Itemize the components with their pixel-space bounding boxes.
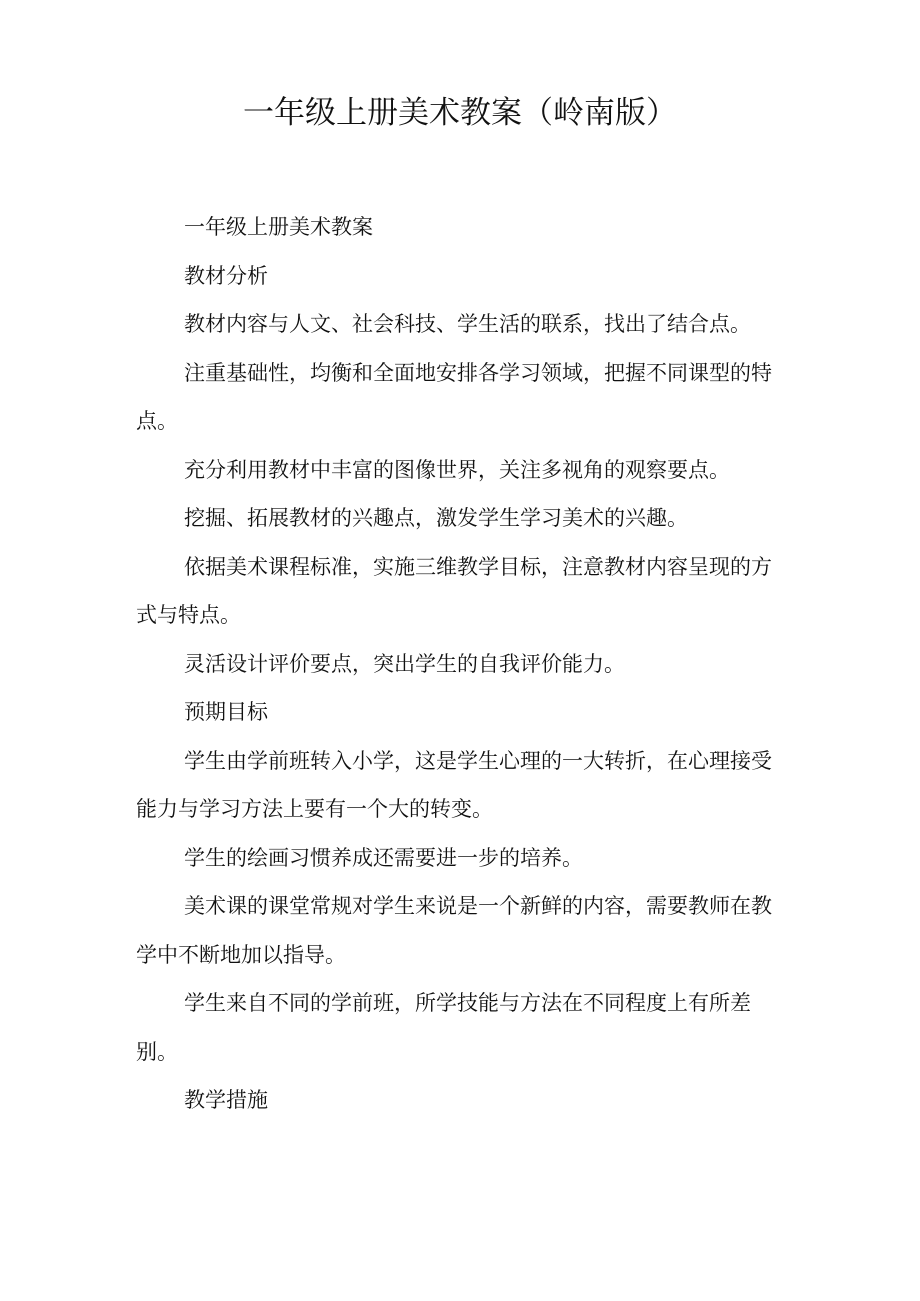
paragraph: 挖掘、拓展教材的兴趣点，激发学生学习美术的兴趣。 bbox=[184, 506, 688, 530]
paragraph: 依据美术课程标准，实施三维教学目标，注意教材内容呈现的方式与特点。 bbox=[136, 554, 772, 627]
paragraph: 灵活设计评价要点，突出学生的自我评价能力。 bbox=[184, 651, 625, 676]
paragraph-heading-analysis: 教材分析 bbox=[184, 263, 268, 288]
paragraph-subtitle: 一年级上册美术教案 bbox=[184, 215, 373, 239]
paragraph-heading-measures: 教学措施 bbox=[184, 1088, 268, 1112]
paragraph: 美术课的课堂常规对学生来说是一个新鲜的内容，需要教师在教学中不断地加以指导。 bbox=[136, 894, 772, 967]
paragraph: 学生的绘画习惯养成还需要进一步的培养。 bbox=[184, 845, 583, 870]
document-body bbox=[136, 203, 792, 1125]
document-title: 一年级上册美术教案（岭南版） bbox=[243, 95, 677, 131]
paragraph: 充分利用教材中丰富的图像世界，关注多视角的观察要点。 bbox=[184, 457, 730, 482]
paragraph: 学生来自不同的学前班，所学技能与方法在不同程度上有所差别。 bbox=[136, 991, 751, 1064]
paragraph-heading-goals: 预期目标 bbox=[184, 700, 268, 724]
paragraph: 教材内容与人文、社会科技、学生活的联系，找出了结合点。 bbox=[184, 312, 751, 336]
paragraph: 注重基础性，均衡和全面地安排各学习领域，把握不同课型的特点。 bbox=[136, 360, 772, 433]
paragraph: 学生由学前班转入小学，这是学生心理的一大转折，在心理接受能力与学习方法上要有一个大的转变。 bbox=[136, 748, 772, 821]
